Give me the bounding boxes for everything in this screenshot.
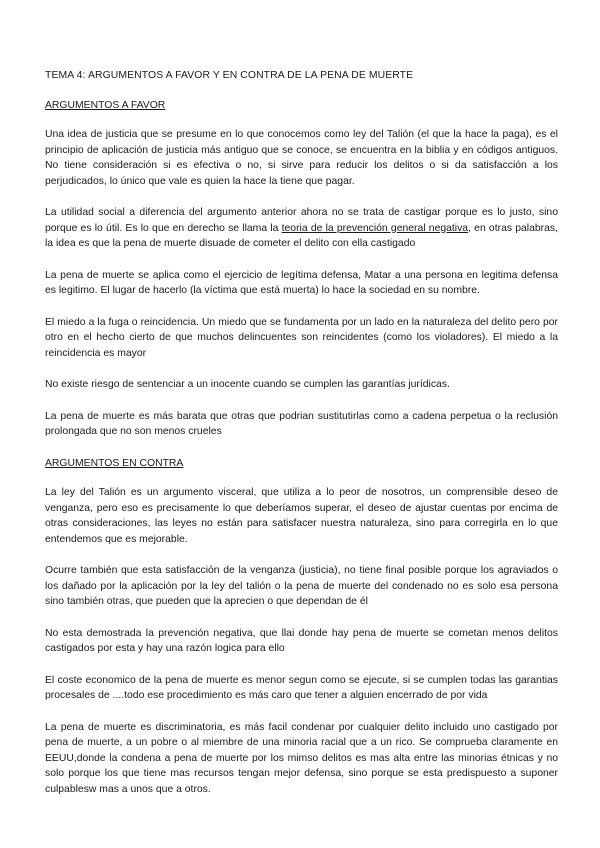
contra-paragraph-5: La pena de muerte es discriminatoria, es más facil condenar por cualquier delito incluido uno castigado por pena de muerte, a un pobre o al miembre de una minoria racial que a un rico. Se comprueba claramente en EEUU,donde la condena a pena de muerte por los mimso delitos es mas alta entre las minorias étnicas y no solo porque los que tiene mas recursos tengan mejor defensa, sino porque se esta predispuesto a suponer culpablesw mas a unos que a otros.: [45, 721, 558, 795]
favor-paragraph-2-text-b: , en otras palabras, la idea es que la pena de muerte disuade de cometer el delito con ella castigado: [45, 222, 558, 249]
favor-paragraph-2-text-a: La utilidad social a diferencia del argumento anterior ahora no se trata de castigar porque es lo justo, sino porque es lo útil. Es lo que en derecho se llama la: [45, 207, 558, 234]
document-page: [45, 68, 558, 813]
contra-paragraph-2: Ocurre también que esta satisfacción de la venganza (justicia), no tiene final posible porque los agraviados o los dañado por la aplicación por la ley del talión o la pena de muerte del condenado no es solo esa persona sino también otras, que pueden que la aprecien o que dependan de él: [45, 565, 558, 607]
favor-paragraph-5: No existe riesgo de sentenciar a un inocente cuando se cumplen las garantías jurídicas.: [45, 379, 450, 390]
favor-paragraph-2: [45, 205, 558, 252]
section-heading-favor: ARGUMENTOS A FAVOR: [45, 99, 166, 111]
contra-paragraph-3: No esta demostrada la prevención negativa, que llai donde hay pena de muerte se cometan menos delitos castigados por esta y hay una razón logica para ello: [45, 627, 558, 654]
favor-paragraph-3: La pena de muerte se aplica como el ejercicio de legítima defensa, Matar a una persona en legitima defensa es legitimo. El lugar de hacerlo (la víctima que está muerta) lo hace la sociedad en su nombre.: [45, 269, 558, 296]
favor-paragraph-6: La pena de muerte es más barata que otras que podrian sustitutirlas como a cadena perpetua o la reclusión prolongada que no son menos crueles: [45, 410, 558, 437]
prevention-theory-link: teoria de la prevención general negativa: [281, 222, 469, 234]
contra-paragraph-4: El coste economico de la pena de muerte es menor segun como se ejecute, si se cumplen todas las garantias procesales de ....todo ese procedimiento es más caro que tener a alguien encerrado de por vida: [45, 674, 558, 701]
favor-paragraph-4: El miedo a la fuga o reincidencia. Un miedo que se fundamenta por un lado en la naturaleza del delito pero por otro en el hecho cierto de que muchos delincuentes son reincidentes (como los violadores). El miedo a la reincidencia es mayor: [45, 316, 558, 359]
favor-paragraph-1: Una idea de justicia que se presume en lo que conocemos como ley del Talión (el que la hace la paga), es el principio de aplicación de justicia más antiguo que se conoce, se encuentra en la biblia y en códigos antiguos. No tiene consideración si es efectiva o no, si sirve para reducir los delitos o si da satisfacción a los perjudicados, lo único que vale es quien la hace la tiene que pagar.: [45, 129, 558, 187]
section-heading-contra: ARGUMENTOS EN CONTRA: [45, 457, 184, 469]
contra-paragraph-1: La ley del Talión es un argumento visceral, que utiliza a lo peor de nosotros, un comprensible deseo de venganza, pero eso es precisamente lo que deberíamos superar, el deseo de ajustar cuentas por encima de otras consideraciones, las leyes no están para satisfacer nuestra naturaleza, sino para corregirla en lo que entendemos que es mejorable.: [45, 487, 558, 545]
document-title: TEMA 4: ARGUMENTOS A FAVOR Y EN CONTRA DE LA PENA DE MUERTE: [45, 70, 414, 81]
